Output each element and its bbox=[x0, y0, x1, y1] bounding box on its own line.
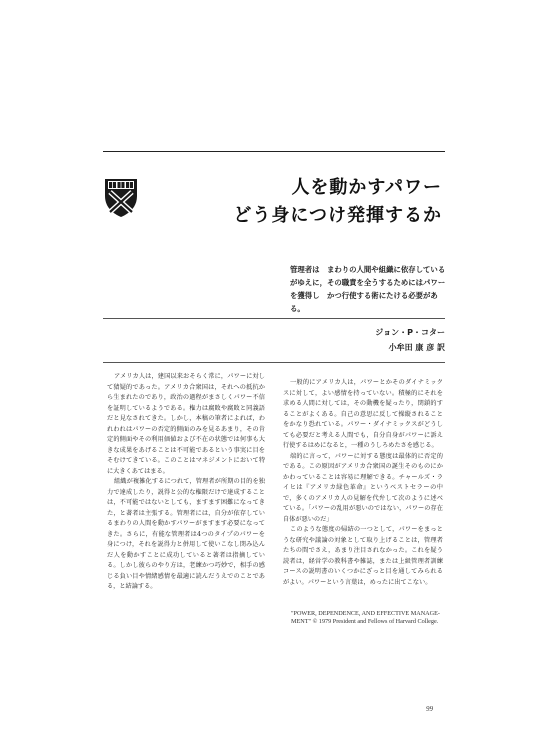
left-paragraph-1: アメリカ人は，建国以来おそらく常に，パワーに対して猜疑的であった。アメリカ合衆国は，それへの抵抗から生まれたのであり，政治の過程がまさしくパワー不信を証明しているようである。権力は腐敗や腐敗と同義語だと見なされてきた。しかし，本稿の筆者によれば，われわれはパワーの否定的側面のみを見るあまり，その肯定的側面やその利用価値および不在の状態では何事も大きな成果をあげることは不可能であるという事実に目をそむけてきている。このことはマネジメントにおいて特に大きくあてはまる。 bbox=[107, 373, 265, 475]
left-paragraph-2: 組織が複雑化するにつれて，管理者が所期の目的を独力で達成したり，説得と公的な権限だけで達成することは，不可能ではないとしても，ますます困難になってきた，と著者は主張する。管理者には，自分が依存しているまわりの人間を動かすパワーがますます必要になってきた。さらに，有能な管理者は4つのタイプのパワーを身につけ，それを説得力と併用して使いこなし閉み込んだ人を動かすことに成功していると著者は指摘している。しかし彼らのやり方は，老練かつ巧妙で，相手の感じる負い目や情緒感情を最適に読んだうえでのことである，と結論する。 bbox=[107, 478, 265, 590]
title-line-1: 人を動かすパワー bbox=[291, 177, 442, 198]
author-name: ジョン・P・コター bbox=[375, 328, 445, 337]
right-paragraph-2: 端的に言って，パワーに対する態度は最体的に否定的である。この原因がアメリカ合衆国の誕生そのものにかかわっていることは容易に理解できる。チャールズ・ライヒは『アメリカ緑色革命』というベストセラーの中で，多くのアメリカ人の見解を代弁して次のように述べている。「パワーの乱用が悪いのではない，パワーの存在自体が悪いのだ」 bbox=[283, 452, 443, 523]
page-number: 99 bbox=[426, 705, 433, 713]
top-rule bbox=[103, 151, 445, 152]
right-paragraph-3: このような態度の帰結の一つとして，パワーをまっとうな研究や議論の対象として取り上げることは，管理者たちの間でさえ，あまり注目されなかった。これを疑う読者は，経営学の教科書や雑誌，または上級管理者訓練コースの説明書のいくつかにざっと目を通してみられるがよい。パワーという言葉は，めったに出てこない。 bbox=[283, 526, 443, 586]
footnote-line-2: MENT" © 1979 President and Fellows of Harvard College. bbox=[291, 618, 439, 625]
translator-name: 小牟田 康 彦 訳 bbox=[388, 343, 445, 352]
article-title bbox=[210, 174, 442, 230]
byline-bottom-rule bbox=[103, 362, 445, 363]
right-paragraph-1: 一般的にアメリカ人は，パワーとかそのダイナミックスに対して，よい感情を持っていない。積極的にそれを求める人間に対しては，その動機を疑ったり，閉鎖的することがよくある。自己の意思に反して操縦されることをかなり恐れている。パワー・ダイナミックスがどうしても必要だと考える人間でも，自分自身がパワーに訴え行使するはめになると，一種のうしろめたさを感じる。 bbox=[283, 379, 443, 449]
copyright-footnote bbox=[291, 610, 443, 626]
title-line-2: どう身につけ発揮するか bbox=[233, 205, 442, 226]
harvard-shield-icon bbox=[104, 178, 138, 218]
byline bbox=[375, 325, 445, 355]
footnote-line-1: "POWER, DEPENDENCE, AND EFFECTIVE MANAGE- bbox=[291, 610, 440, 617]
right-column bbox=[283, 378, 443, 588]
left-column bbox=[107, 372, 265, 593]
byline-top-rule bbox=[103, 318, 445, 319]
lede-paragraph: 管理者は まわりの人間や組織に依存しているがゆえに，その職責を全うするためにはパワーを獲得し かつ行使する術にたける必要がある。 bbox=[290, 265, 446, 313]
